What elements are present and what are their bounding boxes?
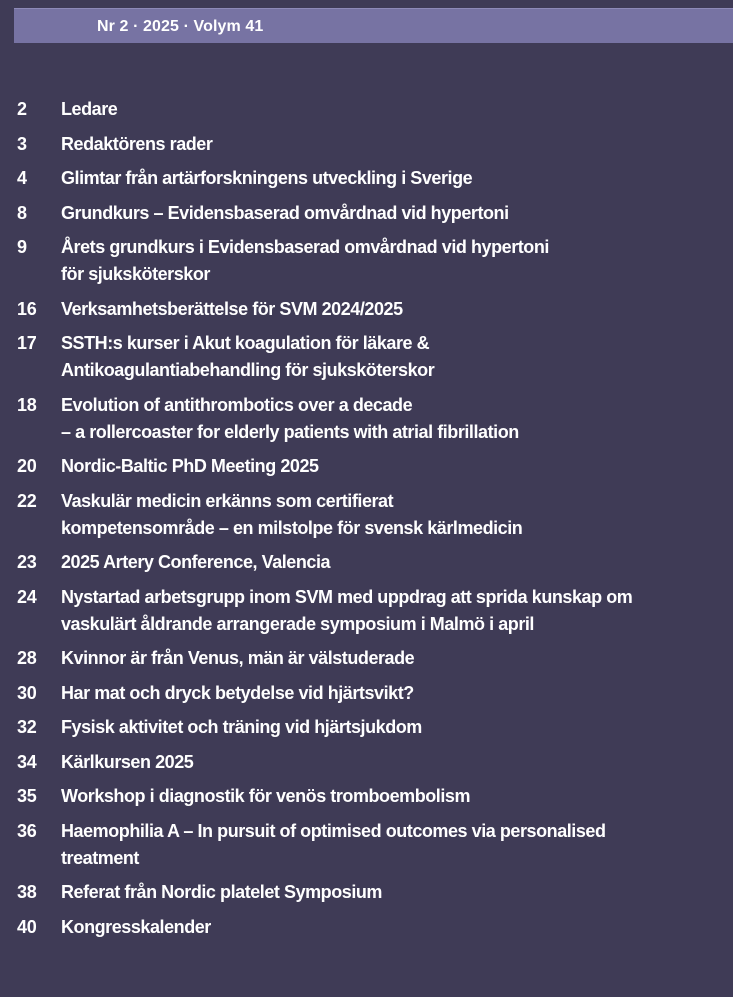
toc-title: SSTH:s kurser i Akut koagulation för läkare & Antikoagulantiabehandling för sjuksköterskor [61, 333, 435, 380]
toc-page-number: 24 [17, 586, 37, 607]
toc-page-number: 18 [17, 394, 37, 415]
toc-title: 2025 Artery Conference, Valencia [61, 552, 331, 572]
toc-page-number: 28 [17, 648, 37, 668]
toc-page-number: 20 [17, 456, 37, 476]
toc-page-number: 8 [17, 202, 27, 223]
toc-page-number: 38 [17, 882, 37, 902]
toc-page-number: 23 [17, 552, 37, 572]
toc-item[interactable] [17, 330, 717, 384]
toc-page-number: 9 [17, 237, 27, 257]
toc-item[interactable] [17, 783, 717, 810]
toc-item[interactable] [17, 879, 717, 906]
toc-page-number: 16 [17, 298, 37, 319]
toc-title: Haemophilia A – In pursuit of optimised outcomes via personalised treatment [61, 820, 606, 868]
issue-info: Nr 2 · 2025 · Volym 41 [97, 18, 264, 35]
toc-item[interactable] [17, 749, 717, 776]
toc-title: Har mat och dryck betydelse vid hjärtsvikt? [61, 682, 414, 703]
toc-page-number: 32 [17, 717, 37, 737]
toc-item[interactable] [17, 96, 717, 123]
toc-item[interactable] [17, 714, 717, 741]
toc-page-number: 22 [17, 490, 37, 511]
toc-item[interactable] [17, 584, 717, 638]
toc-title: Ledare [61, 99, 118, 119]
toc-title: Kvinnor är från Venus, män är välstuderade [61, 648, 415, 668]
toc-title: Glimtar från artärforskningens utveckling i Sverige [61, 168, 473, 188]
toc-page-number: 2 [17, 99, 27, 119]
toc-item[interactable] [17, 488, 717, 542]
toc-page-number: 34 [17, 751, 37, 772]
toc-title: Årets grundkurs i Evidensbaserad omvårdnad vid hypertoni för sjuksköterskor [61, 237, 549, 284]
toc-item[interactable] [17, 296, 717, 323]
toc-item[interactable] [17, 818, 717, 872]
toc-item[interactable] [17, 165, 717, 192]
toc-title: Fysisk aktivitet och träning vid hjärtsjukdom [61, 717, 422, 737]
table-of-contents [17, 96, 717, 948]
toc-title: Verksamhetsberättelse för SVM 2024/2025 [61, 298, 403, 319]
toc-title: Nordic-Baltic PhD Meeting 2025 [61, 456, 319, 476]
toc-item[interactable] [17, 645, 717, 672]
toc-item[interactable] [17, 453, 717, 480]
toc-page-number: 35 [17, 786, 37, 806]
toc-title: Referat från Nordic platelet Symposium [61, 882, 382, 902]
toc-title: Redaktörens rader [61, 133, 213, 154]
toc-title: Grundkurs – Evidensbaserad omvårdnad vid hypertoni [61, 202, 509, 223]
toc-item[interactable] [17, 392, 717, 446]
toc-item[interactable] [17, 200, 717, 227]
toc-page-number: 40 [17, 916, 37, 937]
toc-page-number: 36 [17, 820, 37, 841]
toc-page-number: 17 [17, 333, 37, 353]
toc-item[interactable] [17, 549, 717, 576]
toc-item[interactable] [17, 131, 717, 158]
toc-page-number: 3 [17, 133, 27, 154]
toc-item[interactable] [17, 234, 717, 288]
toc-title: Nystartad arbetsgrupp inom SVM med uppdrag att sprida kunskap om vaskulärt åldrande arrangerade symposium i Malmö i april [61, 586, 633, 634]
toc-title: Workshop i diagnostik för venös tromboembolism [61, 786, 471, 806]
toc-title: Kongresskalender [61, 916, 211, 937]
toc-page-number: 4 [17, 168, 27, 188]
issue-header-band [14, 8, 733, 43]
toc-title: Vaskulär medicin erkänns som certifierat kompetensområde – en milstolpe för svensk kärlmedicin [61, 490, 523, 538]
toc-item[interactable] [17, 680, 717, 707]
toc-page-number: 30 [17, 682, 37, 703]
toc-title: Kärlkursen 2025 [61, 751, 194, 772]
toc-title: Evolution of antithrombotics over a decade – a rollercoaster for elderly patients with atrial fibrillation [61, 394, 519, 442]
toc-item[interactable] [17, 914, 717, 941]
